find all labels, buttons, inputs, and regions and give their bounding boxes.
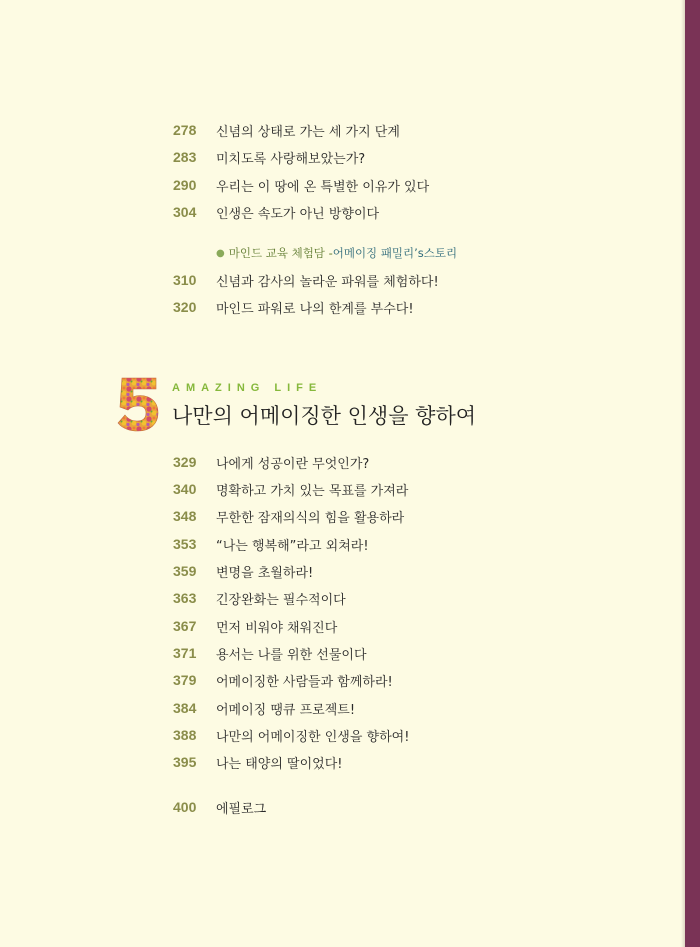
toc-entry[interactable] — [173, 120, 400, 140]
entry-title: 명확하고 가치 있는 목표를 가져라 — [216, 483, 409, 499]
page-number: 348 — [173, 508, 197, 524]
toc-entry[interactable] — [173, 202, 379, 222]
page-number: 371 — [173, 645, 197, 661]
entry-title: 먼저 비워야 채워진다 — [216, 620, 338, 636]
book-spine-edge — [685, 0, 700, 947]
toc-entry[interactable] — [173, 670, 393, 690]
entry-title: 인생은 속도가 아닌 방향이다 — [216, 206, 380, 222]
entry-title: 신념과 감사의 놀라운 파워를 체험하다! — [216, 274, 439, 290]
note-prefix: 마인드 교육 체험담 - — [228, 246, 333, 260]
toc-entry[interactable] — [173, 698, 355, 718]
toc-entry[interactable] — [173, 643, 367, 663]
page-number: 304 — [173, 204, 197, 220]
entry-title: 미치도록 사랑해보았는가? — [216, 151, 366, 167]
toc-entry[interactable] — [173, 506, 404, 526]
page-number: 367 — [173, 618, 197, 634]
experience-note — [216, 244, 457, 262]
page-number: 290 — [173, 177, 197, 193]
toc-entry[interactable] — [173, 175, 429, 195]
entry-title: 나는 태양의 딸이었다! — [216, 756, 343, 772]
bullet-icon: ● — [216, 247, 225, 259]
page-number: 363 — [173, 590, 197, 606]
entry-title: “나는 행복해”라고 외쳐라! — [216, 538, 369, 554]
entry-title: 어메이징한 사람들과 함께하라! — [216, 674, 393, 690]
page-number: 384 — [173, 700, 197, 716]
toc-entry[interactable] — [173, 725, 409, 745]
toc-entry[interactable] — [173, 452, 369, 472]
entry-title: 나에게 성공이란 무엇인가? — [216, 456, 370, 472]
page-number: 283 — [173, 149, 197, 165]
toc-entry[interactable] — [173, 752, 343, 772]
toc-entry-epilogue[interactable] — [173, 797, 266, 817]
note-highlight: 어메이징 패밀리’s스토리 — [332, 246, 458, 260]
toc-entry[interactable] — [173, 588, 346, 608]
toc-entry[interactable] — [173, 270, 439, 290]
page-number: 395 — [173, 754, 197, 770]
entry-title: 무한한 잠재의식의 힘을 활용하라 — [216, 510, 405, 526]
page-number: 400 — [173, 799, 197, 815]
entry-title: 마인드 파워로 나의 한계를 부수다! — [216, 301, 414, 317]
entry-title: 변명을 초월하라! — [216, 565, 314, 581]
entry-title: 신념의 상태로 가는 세 가지 단계 — [216, 124, 400, 140]
page-number: 388 — [173, 727, 197, 743]
toc-entry[interactable] — [173, 616, 337, 636]
page-number: 340 — [173, 481, 197, 497]
chapter-title: 나만의 어메이징한 인생을 향하여 — [172, 404, 477, 428]
page-number: 353 — [173, 536, 197, 552]
page-number: 310 — [173, 272, 197, 288]
entry-title: 나만의 어메이징한 인생을 향하여! — [216, 729, 410, 745]
toc-entry[interactable] — [173, 479, 408, 499]
toc-entry[interactable] — [173, 534, 369, 554]
page-number: 320 — [173, 299, 197, 315]
chapter-label: AMAZING LIFE — [172, 382, 323, 394]
toc-entry[interactable] — [173, 147, 365, 167]
page-number: 329 — [173, 454, 197, 470]
page-number: 278 — [173, 122, 197, 138]
entry-title: 긴장완화는 필수적이다 — [216, 592, 346, 608]
page-number: 379 — [173, 672, 197, 688]
page-number: 359 — [173, 563, 197, 579]
entry-title: 어메이징 땡큐 프로젝트! — [216, 702, 356, 718]
toc-entry[interactable] — [173, 297, 414, 317]
flower-number-5-icon — [116, 376, 160, 432]
entry-title: 우리는 이 땅에 온 특별한 이유가 있다 — [216, 179, 430, 195]
entry-title: 에필로그 — [216, 801, 267, 817]
entry-title: 용서는 나를 위한 선물이다 — [216, 647, 367, 663]
toc-entry[interactable] — [173, 561, 313, 581]
